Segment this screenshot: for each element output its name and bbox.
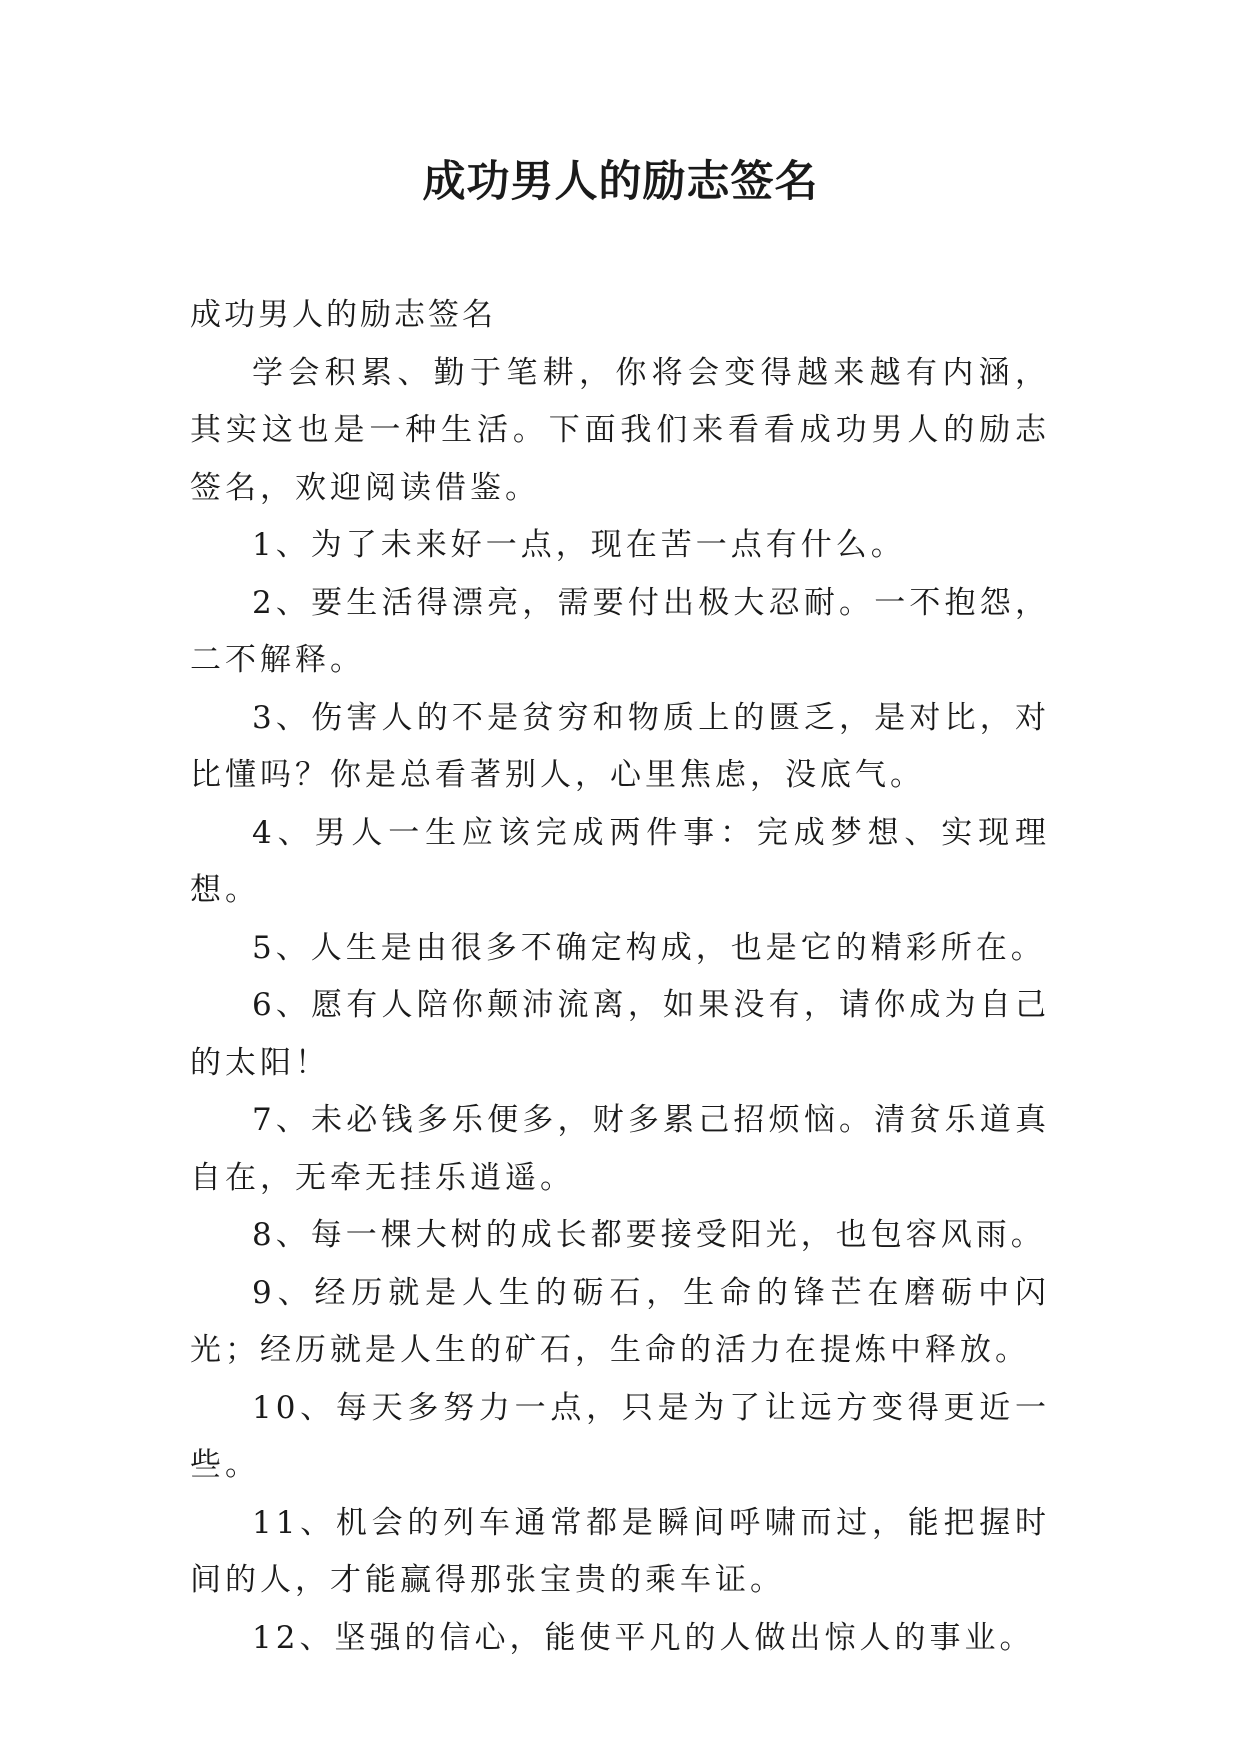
list-item: 11、机会的列车通常都是瞬间呼啸而过，能把握时间的人，才能赢得那张宝贵的乘车证。 — [190, 1504, 1050, 1598]
list-item: 7、未必钱多乐便多，财多累己招烦恼。清贫乐道真自在，无牵无挂乐逍遥。 — [190, 1102, 1050, 1196]
list-item: 8、每一棵大树的成长都要接受阳光，也包容风雨。 — [252, 1217, 1046, 1253]
list-item: 1、为了未来好一点，现在苦一点有什么。 — [252, 527, 906, 563]
list-item: 10、每天多努力一点，只是为了让远方变得更近一些。 — [190, 1389, 1050, 1483]
list-item: 9、经历就是人生的砺石，生命的锋芒在磨砺中闪光；经历就是人生的矿石，生命的活力在提炼中释放。 — [190, 1274, 1050, 1368]
list-item: 2、要生活得漂亮，需要付出极大忍耐。一不抱怨，二不解释。 — [190, 584, 1050, 678]
list-item: 12、坚强的信心，能使平凡的人做出惊人的事业。 — [252, 1619, 1035, 1656]
list-item: 5、人生是由很多不确定构成，也是它的精彩所在。 — [252, 929, 1046, 966]
document-subtitle: 成功男人的励志签名 — [190, 297, 496, 333]
document-body — [190, 287, 1050, 1667]
intro-paragraph: 学会积累、勤于笔耕，你将会变得越来越有内涵，其实这也是一种生活。下面我们来看看成功男人的励志签名，欢迎阅读借鉴。 — [190, 354, 1050, 506]
document-title: 成功男人的励志签名 — [422, 157, 819, 207]
list-item: 6、愿有人陪你颠沛流离，如果没有，请你成为自己的太阳！ — [190, 987, 1050, 1081]
list-item: 3、伤害人的不是贫穷和物质上的匮乏，是对比，对比懂吗？你是总看著别人，心里焦虑，没底气。 — [190, 699, 1050, 793]
list-item: 4、男人一生应该完成两件事：完成梦想、实现理想。 — [190, 814, 1050, 908]
